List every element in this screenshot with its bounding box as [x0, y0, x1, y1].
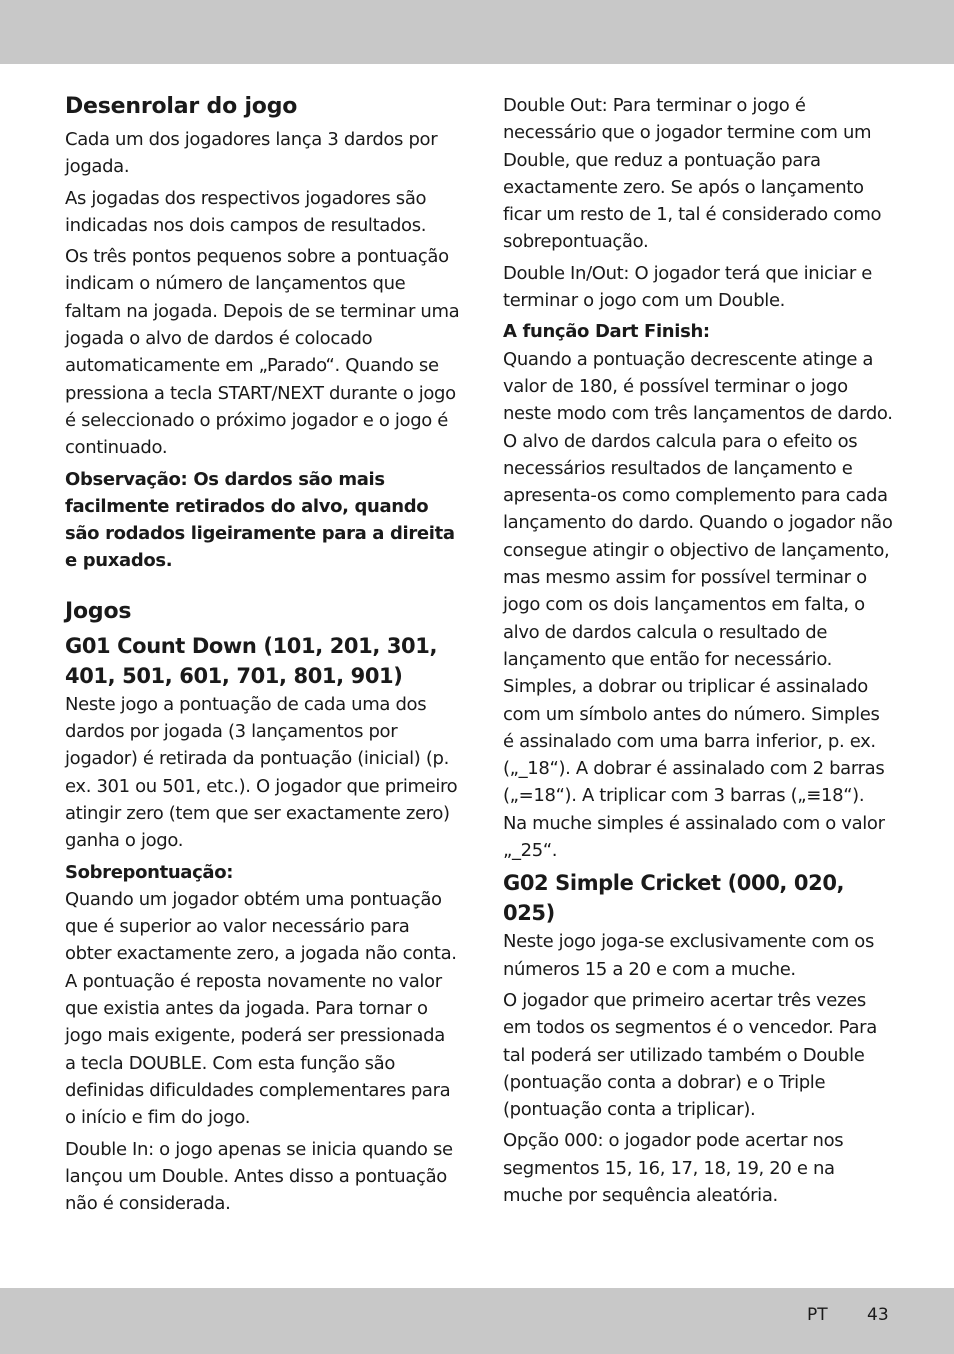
subheading-dart-finish: A função Dart Finish:: [503, 321, 710, 343]
paragraph: As jogadas dos respectivos jogadores são indicadas nos dois campos de resultados.: [65, 187, 427, 236]
subheading-sobrepontuacao: Sobrepontuação:: [65, 861, 234, 883]
paragraph: Cada um dos jogadores lança 3 dardos por jogada.: [65, 129, 438, 178]
header-band: [0, 0, 954, 64]
paragraph: Double In/Out: O jogador terá que iniciar e terminar o jogo com um Double.: [503, 262, 873, 312]
paragraph: O jogador que primeiro acertar três vezes em todos os segmentos é o vencedor. Para tal poderá ser utilizado também o Double (pontuação conta a dobrar) e o Triple (pontuação conta a triplicar).: [503, 989, 877, 1121]
paragraph: Neste jogo a pontuação de cada uma dos dardos por jogada (3 lançamentos por jogador) é retirada da pontuação (inicial) (p. ex. 301 ou 501, etc.). O jogador que primeiro atingir zero (tem que ser exactamente zero) ganha o jogo.: [65, 693, 458, 852]
paragraph: Double Out: Para terminar o jogo é necessário que o jogador termine com um Double, que reduz a pontuação para exactamente zero. Se após o lançamento ficar um resto de 1, tal é considerado como sobrepontuação.: [503, 95, 882, 253]
paragraph: Opção 000: o jogador pode acertar nos segmentos 15, 16, 17, 18, 19, 20 e na muche por sequência aleatória.: [503, 1130, 844, 1206]
left-column: [65, 92, 460, 1221]
footer-language: PT: [807, 1305, 828, 1325]
paragraph: Quando um jogador obtém uma pontuação que é superior ao valor necessário para obter exactamente zero, a jogada não conta. A pontuação é reposta novamente no valor que existia antes da jogada. Para tornar o jogo mais exigente, poderá ser pressionada a tecla DOUBLE. Com esta função são definidas dificuldades complementares para o início e fim do jogo.: [65, 888, 457, 1129]
page-number: 43: [867, 1305, 889, 1325]
heading-desenrolar: Desenrolar do jogo: [65, 94, 298, 119]
right-column: [503, 92, 895, 1213]
paragraph: Neste jogo joga-se exclusivamente com os números 15 a 20 e com a muche.: [503, 931, 874, 980]
paragraph: Double In: o jogo apenas se inicia quando se lançou um Double. Antes disso a pontuação não é considerada.: [65, 1138, 453, 1215]
heading-jogos: Jogos: [65, 598, 132, 624]
paragraph: Quando a pontuação decrescente atinge a valor de 180, é possível terminar o jogo neste modo com três lançamentos de dardo. O alvo de dardos calcula para o efeito os necessários resultados de lançamento e apresenta-os como complemento para cada lançamento do dardo. Quando o jogador não consegue atingir o objectivo de lançamento, mas mesmo assim for possível terminar o jogo com os dois lançamentos em falta, o alvo de dardos calcula o resultado de lançamento que então for necessário. Simples, a dobrar ou triplicar é assinalado com um símbolo antes do número. Simples é assinalado com uma barra inferior, p. ex. („_18“). A dobrar é assinalado com 2 barras („=18“). A triplicar com 3 barras („≡18“).: [503, 348, 893, 807]
heading-g02: G02 Simple Cricket (000, 020, 025): [503, 871, 845, 926]
paragraph: Os três pontos pequenos sobre a pontuação indicam o número de lançamentos que faltam na jogada. Depois de se terminar uma jogada o alvo de dardos é colocado automaticamente em „Parado“. Quando se pressiona a tecla START/NEXT durante o jogo é seleccionado o próximo jogador e o jogo é continuado.: [65, 246, 460, 459]
heading-g01: G01 Count Down (101, 201, 301, 401, 501, 601, 701, 801, 901): [65, 633, 438, 688]
paragraph: Na muche simples é assinalado com o valor „_25“.: [503, 812, 885, 862]
note-paragraph: Observação: Os dardos são mais facilmente retirados do alvo, quando são rodados ligeiramente para a direita e puxados.: [65, 468, 455, 572]
